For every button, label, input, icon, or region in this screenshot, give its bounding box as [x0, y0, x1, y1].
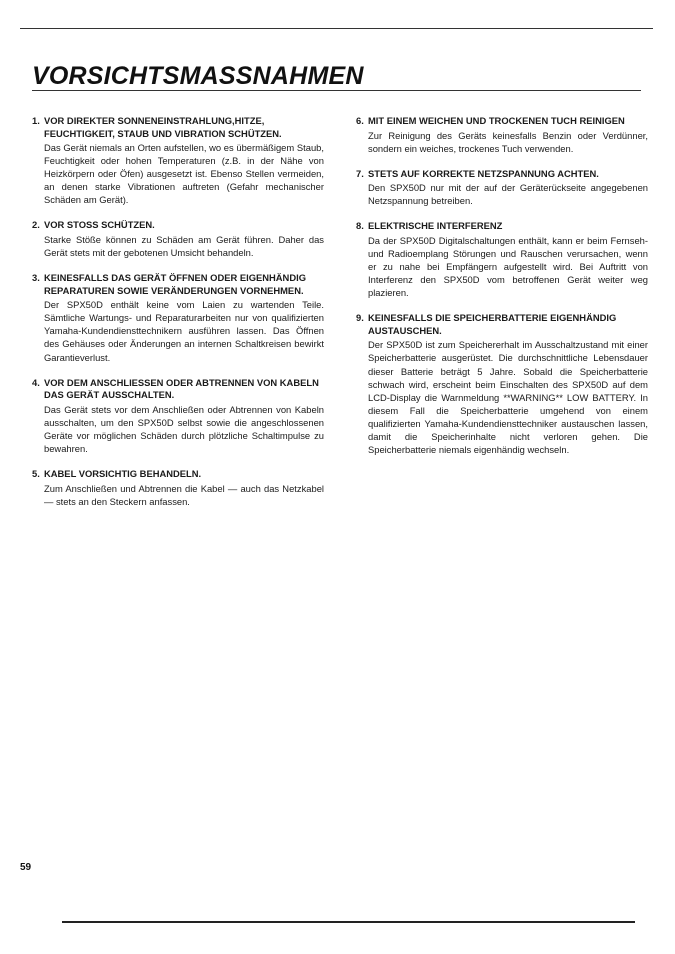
section-number: 4. [32, 376, 40, 388]
section-8 [356, 220, 648, 299]
section-heading: KEINESFALLS DIE SPEICHERBATTERIE EIGENHÄNDIG AUSTAUSCHEN. [368, 312, 617, 336]
section-heading: VOR DEM ANSCHLIESSEN ODER ABTRENNEN VON KABELN DAS GERÄT AUSSCHALTEN. [44, 376, 319, 401]
section-number: 9. [356, 312, 364, 324]
section-heading: VOR DIREKTER SONNENEINSTRAHLUNG,HITZE, FEUCHTIGKEIT, STAUB UND VIBRATION SCHÜTZEN. [44, 115, 282, 139]
section-number: 3. [32, 272, 40, 284]
section-7 [356, 168, 648, 208]
section-5 [32, 468, 324, 508]
section-body: Das Gerät niemals an Orten aufstellen, wo es übermäßigem Staub, Feuchtigkeit oder hohen Temperaturen (z.B. in der Nähe von Heizkörpern oder Öfen) ausgesetzt ist. Ebenso Stellen vermeiden, an denen starke Vibrationen auftreten (Gefahr mechanischer Schäden am Gerät). [44, 142, 324, 206]
page-title: VORSICHTSMASSNAHMEN [32, 62, 364, 90]
section-heading: STETS AUF KORREKTE NETZSPANNUNG ACHTEN. [368, 167, 599, 179]
section-body: Der SPX50D ist zum Speichererhalt im Ausschaltzustand mit einer Speicherbatterie ausgerüstet. Die durchschnittliche Lebensdauer dieser Batterie beträgt 5 Jahre. Sobald die Speicherbatterie schwach wird, erscheint beim Einschalten des SPX50D auf dem LCD-Display die Warnmeldung **WARNING** LOW BATTERY. In diesem Fall die Speicherbatterie umgehend von einem qualifizierten Yamaha-Kundendiensttechniker austauschen lassen, damit die Speicherinhalte nicht verloren gehen. Die Speicherbatterie niemals eigenhändig wechseln. [368, 339, 648, 456]
section-1 [32, 115, 324, 206]
section-number: 7. [356, 167, 364, 179]
section-2 [32, 219, 324, 259]
section-heading: VOR STOSS SCHÜTZEN. [44, 219, 155, 231]
section-number: 5. [32, 468, 40, 479]
top-rule [20, 28, 653, 29]
section-4 [32, 377, 324, 455]
page-number: 59 [20, 862, 32, 873]
section-heading: KABEL VORSICHTIG BEHANDELN. [44, 468, 202, 479]
section-number: 2. [32, 219, 40, 231]
section-number: 8. [356, 220, 364, 232]
bottom-rule [62, 921, 635, 923]
section-body: Den SPX50D nur mit der auf der Geräterückseite angegebenen Netzspannung betreiben. [368, 182, 648, 207]
section-number: 6. [356, 115, 364, 126]
title-underline [32, 90, 641, 91]
left-column [32, 115, 324, 521]
section-6 [356, 115, 648, 155]
section-body: Starke Stöße können zu Schäden am Gerät führen. Daher das Gerät stets mit der gebotenen Umsicht behandeln. [44, 233, 324, 259]
right-column [356, 115, 648, 469]
section-number: 1. [32, 115, 40, 126]
section-heading: ELEKTRISCHE INTERFERENZ [368, 220, 503, 232]
section-9 [356, 312, 648, 456]
section-body: Der SPX50D enthält keine vom Laien zu wartenden Teile. Sämtliche Wartungs- und Reparaturarbeiten nur von qualifizierten Yamaha-Kundendiensttechnikern ausführen lassen. Das Öffnen des Gehäuses oder Änderungen an internen Schaltkreisen bewirkt Garantieverlust. [44, 299, 324, 363]
section-body: Das Gerät stets vor dem Anschließen oder Abtrennen von Kabeln ausschalten, um den SPX50D selbst sowie die angeschlossenen Geräte vor möglichen Schäden durch plötzliche Schaltimpulse zu bewahren. [44, 403, 324, 454]
section-body: Da der SPX50D Digitalschaltungen enthält, kann er beim Fernseh- und Radioemplang Störungen und Rauschen verursachen, wenn er zu nahe bei Empfängern aufgestellt wird. Bei Auftritt von Interferenz den SPX50D vom betroffenen Gerät weiter weg plazieren. [368, 234, 648, 299]
section-heading: MIT EINEM WEICHEN UND TROCKENEN TUCH REINIGEN [368, 115, 625, 126]
section-body: Zum Anschließen und Abtrennen die Kabel — auch das Netzkabel — stets an den Steckern anfassen. [44, 482, 324, 507]
section-heading: KEINESFALLS DAS GERÄT ÖFFNEN ODER EIGENHÄNDIG REPARATUREN SOWIE VERÄNDERUNGEN VORNEHMEN. [44, 272, 306, 296]
section-3 [32, 272, 324, 363]
section-body: Zur Reinigung des Geräts keinesfalls Benzin oder Verdünner, sondern ein weiches, trockenes Tuch verwenden. [368, 129, 648, 154]
